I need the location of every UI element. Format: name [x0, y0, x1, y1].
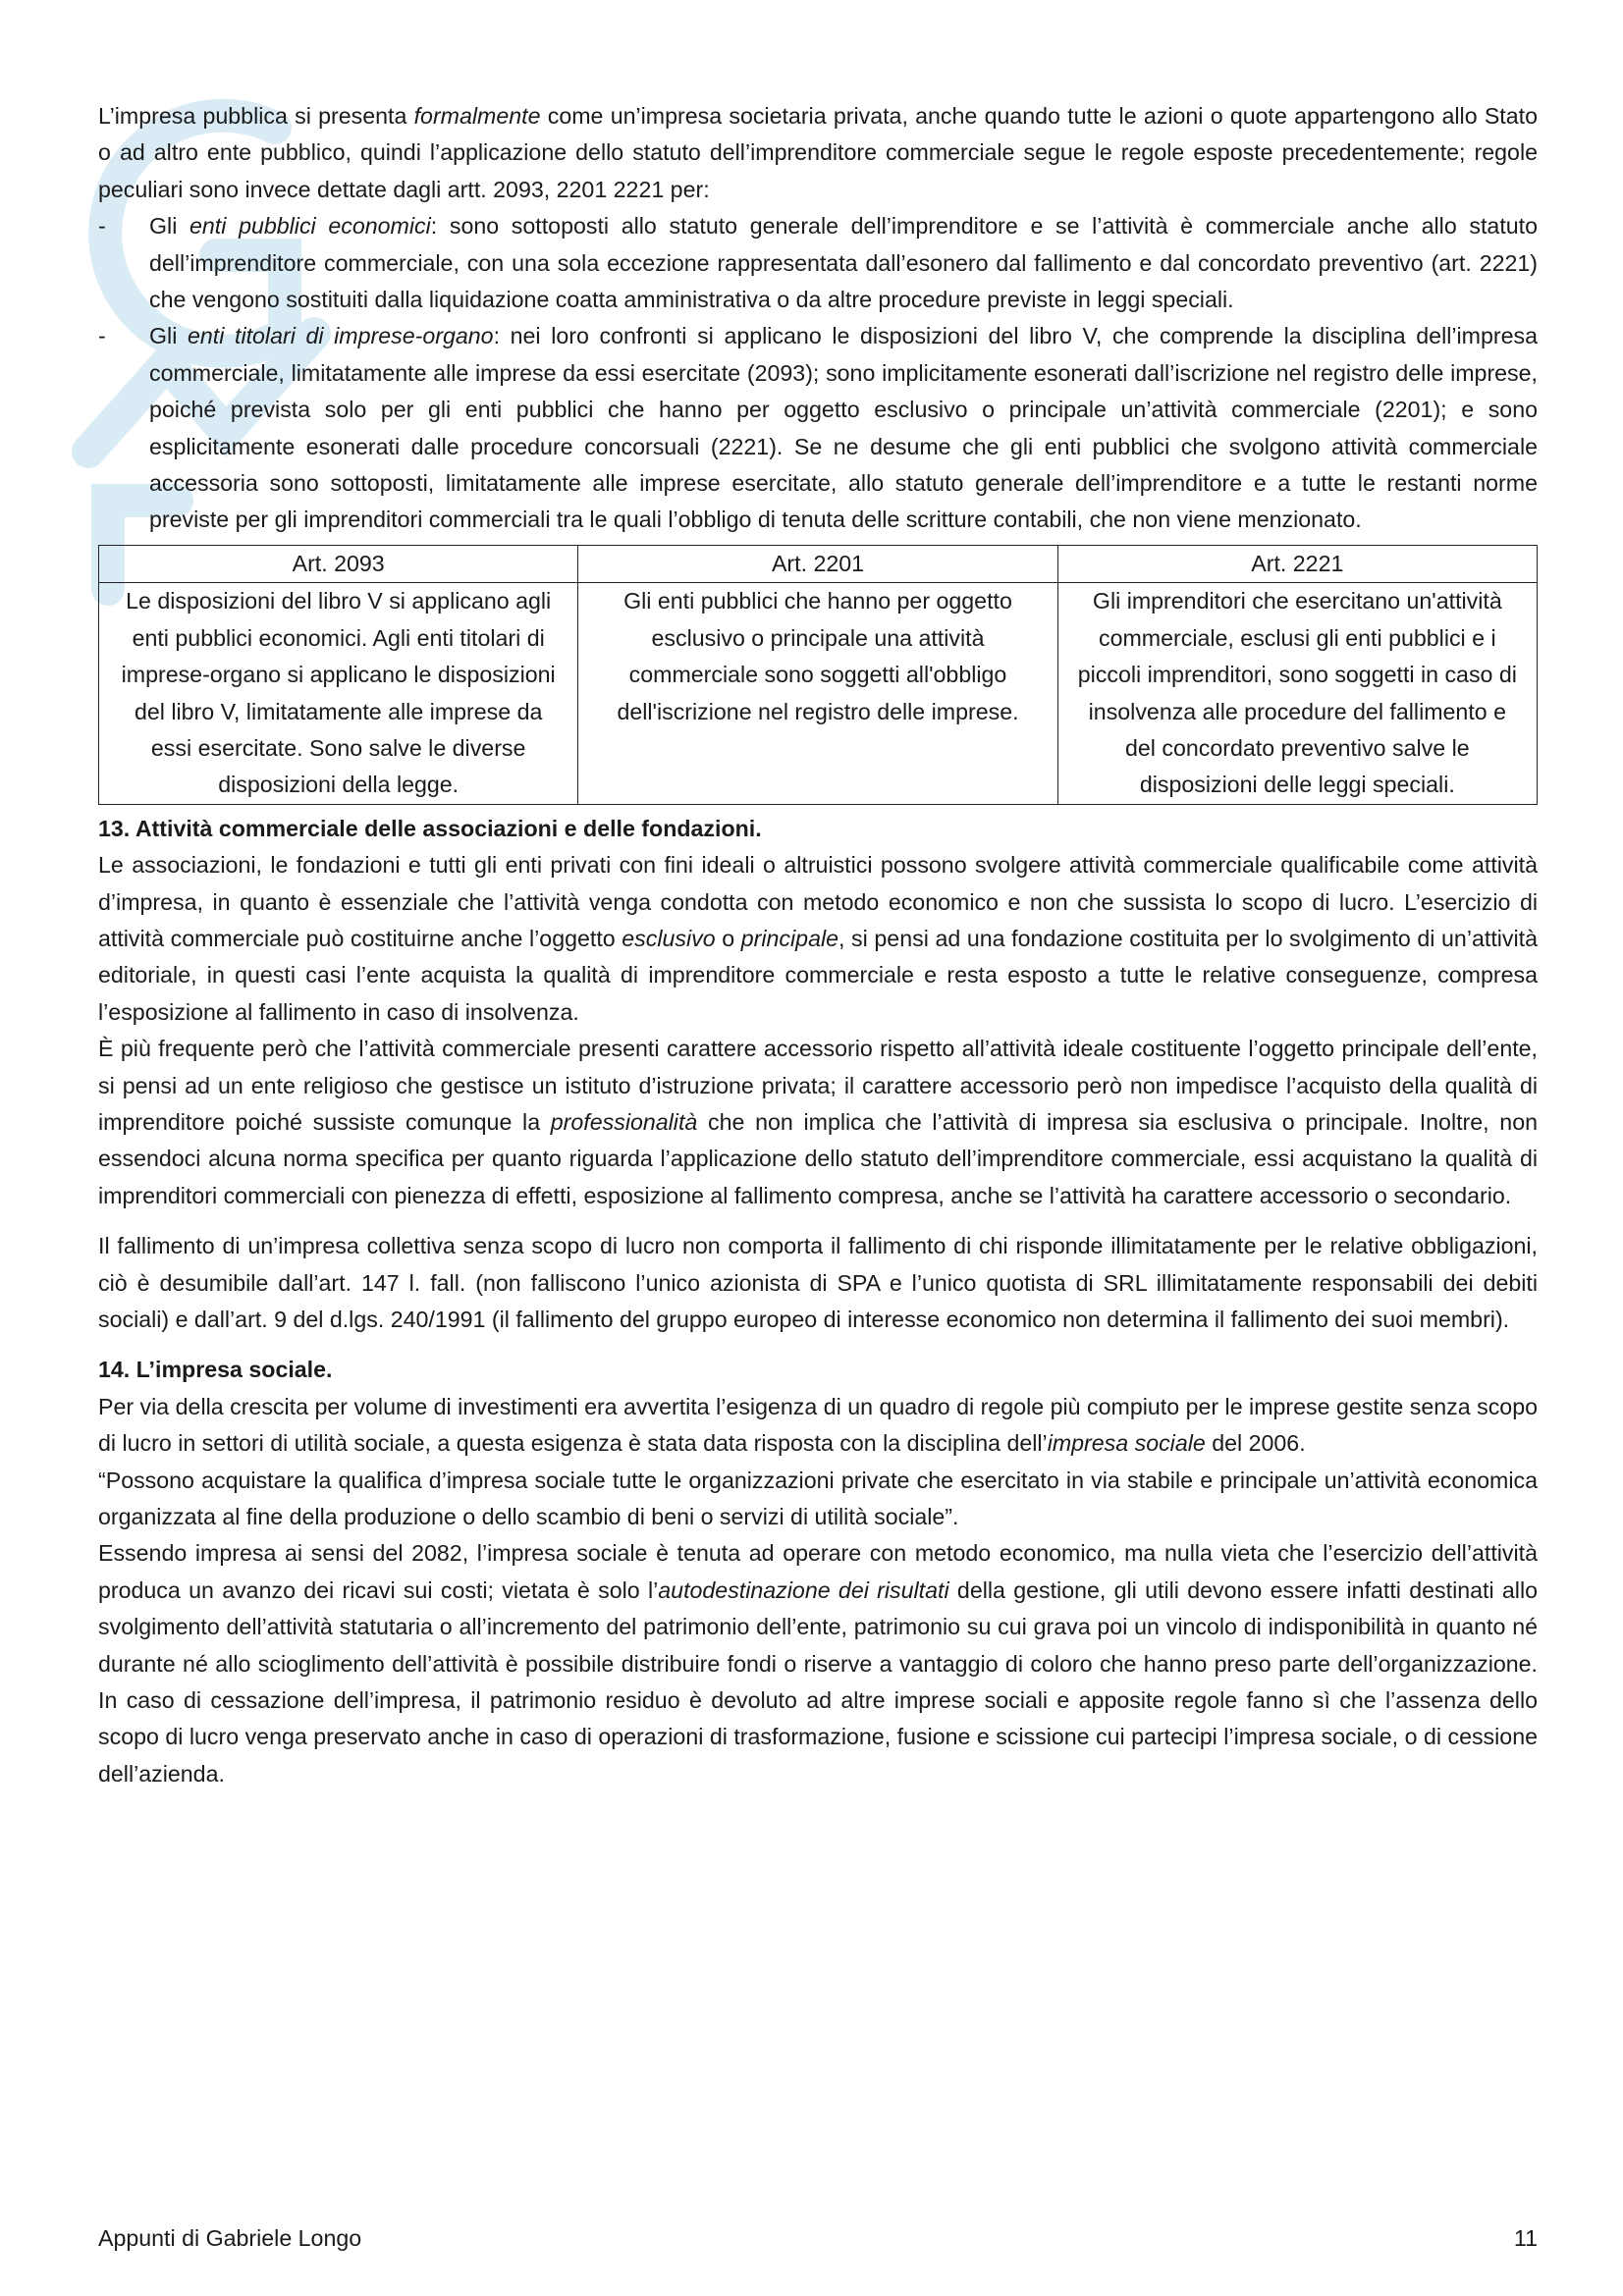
page-number: 11 [1513, 2225, 1538, 2251]
list-item: - Gli enti pubblici economici: sono sottoposti allo statuto generale dell’imprenditore e se l’attività è commerciale anche allo statuto dell’imprenditore commerciale, con una sola eccezione rappresentata dall’esonero dal fallimento e dal concordato preventivo (art. 2221) che vengono sostituiti dalla liquidazione coatta amministrativa o da altre procedure previste in leggi speciali. [98, 213, 1538, 313]
table-header: Art. 2221 [1057, 545, 1537, 582]
table-row [99, 583, 1538, 804]
table-cell: Gli imprenditori che esercitano un'attività commerciale, esclusi gli enti pubblici e i piccoli imprenditori, sono soggetti in caso di insolvenza alle procedure del fallimento e del concordato preventivo salve le disposizioni delle leggi speciali. [1057, 583, 1537, 804]
list-item: - Gli enti titolari di imprese-organo: nei loro confronti si applicano le disposizioni del libro V, che comprende la disciplina dell’impresa commerciale, limitatamente alle imprese da essi esercitate (2093); sono implicitamente esonerati dall’iscrizione nel registro delle imprese, poiché prevista solo per gli enti pubblici che hanno per oggetto esclusivo o principale un’attività commerciale (2201); e sono esplicitamente esonerati dalle procedure concorsuali (2221). Se ne desume che gli enti pubblici che svolgono attività commerciale accessoria sono sottoposti, limitatamente alle imprese esercitate, allo statuto generale dell’imprenditore e a tutte le restanti norme previste per gli imprenditori commerciali tra le quali l’obbligo di tenuta delle scritture contabili, che non viene menzionato. [98, 323, 1539, 533]
section-14-paragraph: Essendo impresa ai sensi del 2082, l’impresa sociale è tenuta ad operare con metodo economico, ma nulla vieta che l’esercizio dell’attività produca un avanzo dei ricavi sui costi; vietata è solo l’autodestinazione dei risultati della gestione, gli utili devono essere infatti destinati allo svolgimento dell’attività statutaria o all’incremento del patrimonio dell’ente, patrimonio su cui grava poi un vincolo di indisponibilità in quanto né durante né allo scioglimento dell’attività è possibile distribuire fondi o riserve a vantaggio di coloro che hanno preso parte dell’organizzazione. In caso di cessazione dell’impresa, il patrimonio residuo è devoluto ad altre imprese sociali e apposite regole fanno sì che l’assenza dello scopo di lucro venga preservato anche in caso di operazioni di trasformazione, fusione e scissione cui partecipi l’impresa sociale, o di cessione dell’azienda. [98, 1540, 1539, 1787]
section-14-paragraph: Per via della crescita per volume di investimenti era avvertita l’esigenza di un quadro di regole più compiuto per le imprese gestite senza scopo di lucro in settori di utilità sociale, a questa esigenza è stata data risposta con la disciplina dell’impresa sociale del 2006. [98, 1393, 1538, 1457]
table-cell: Gli enti pubblici che hanno per oggetto esclusivo o principale una attività commerciale sono soggetti all'obbligo dell'iscrizione nel registro delle imprese. [578, 583, 1057, 804]
footer-author: Appunti di Gabriele Longo [98, 2225, 362, 2251]
table-header: Art. 2093 [99, 545, 578, 582]
section-14-quote: “Possono acquistare la qualifica d’impresa sociale tutte le organizzazioni private che esercitato in via stabile e principale un’attività economica organizzata al fine della produzione o dello scambio di beni o servizi di utilità sociale”. [98, 1467, 1538, 1530]
intro-paragraph: L’impresa pubblica si presenta formalmente come un’impresa societaria privata, anche quando tutte le azioni o quote appartengono allo Stato o ad altro ente pubblico, quindi l’applicazione dello statuto dell’imprenditore commerciale segue le regole esposte precedentemente; regole peculiari sono invece dettate dagli artt. 2093, 2201 2221 per: [98, 103, 1538, 202]
page-footer [98, 2220, 1538, 2257]
main-content [98, 98, 1538, 1792]
table-cell: Le disposizioni del libro V si applicano agli enti pubblici economici. Agli enti titolari di imprese-organo si applicano le disposizioni del libro V, limitatamente alle imprese da essi esercitate. Sono salve le diverse disposizioni della legge. [99, 583, 578, 804]
table-header: Art. 2201 [578, 545, 1057, 582]
section-13-paragraph: Il fallimento di un’impresa collettiva senza scopo di lucro non comporta il fallimento di chi risponde illimitatamente per le relative obbligazioni, ciò è desumibile dall’art. 147 l. fall. (non falliscono l’unico azionista di SPA e l’unico quotista di SRL illimitatamente responsabili dei debiti sociali) e dall’art. 9 del d.lgs. 240/1991 (il fallimento del gruppo europeo di interesse economico non determina il fallimento dei suoi membri). [98, 1233, 1538, 1332]
section-13-heading: 13. Attività commerciale delle associazioni e delle fondazioni. [98, 815, 762, 841]
bullet-list [98, 208, 1538, 539]
section-13-paragraph: È più frequente però che l’attività commerciale presenti carattere accessorio rispetto all’attività ideale costituente l’oggetto principale dell’ente, si pensi ad un ente religioso che gestisce un istituto d’istruzione privata; il carattere accessorio però non impedisce l’acquisto della qualità di imprenditore poiché sussiste comunque la professionalità che non implica che l’attività di impresa sia esclusiva o principale. Inoltre, non essendoci alcuna norma specifica per quanto riguarda l’applicazione dello statuto dell’imprenditore commerciale, essi acquistano la qualità di imprenditori commerciali con pienezza di effetti, esposizione al fallimento compresa, anche se l’attività ha carattere accessorio o secondario. [98, 1036, 1538, 1208]
articles-table [98, 545, 1538, 805]
section-13-paragraph: Le associazioni, le fondazioni e tutti gli enti privati con fini ideali o altruistici possono svolgere attività commerciale qualificabile come attività d’impresa, in quanto è essenziale che l’attività venga condotta con metodo economico e non che sussista lo scopo di lucro. L’esercizio di attività commerciale può costituirne anche l’oggetto esclusivo o principale, si pensi ad una fondazione costituita per lo svolgimento di un’attività editoriale, in questi casi l’ente acquista la qualità di imprenditore commerciale e resta esposto a tutte le relative conseguenze, compresa l’esposizione al fallimento in caso di insolvenza. [98, 852, 1538, 1025]
table-header-row [99, 545, 1538, 582]
section-14-heading: 14. L’impresa sociale. [98, 1357, 333, 1383]
